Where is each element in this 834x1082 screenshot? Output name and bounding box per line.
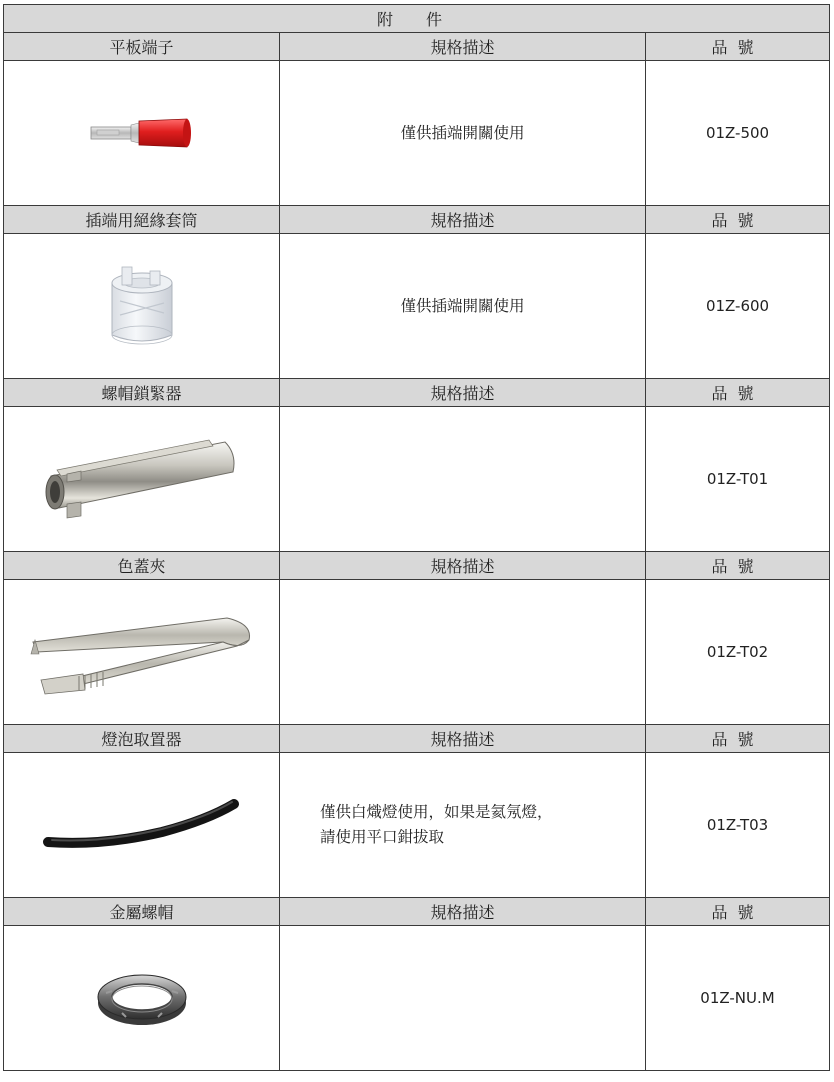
code-header: 品號 (646, 33, 830, 61)
product-code: 01Z-T03 (646, 753, 830, 898)
code-header: 品號 (646, 206, 830, 234)
product-code: 01Z-T02 (646, 580, 830, 725)
item-header-row (4, 206, 830, 234)
insulation-sleeve-icon (102, 261, 182, 351)
spec-description: 僅供插端開關使用 (280, 61, 646, 206)
spec-description: 僅供插端開關使用 (280, 234, 646, 379)
item-header-row (4, 379, 830, 407)
spec-description (280, 580, 646, 725)
item-body-row (4, 407, 830, 552)
flat-terminal-icon (87, 113, 197, 153)
item-name: 螺帽鎖緊器 (4, 379, 280, 407)
spec-header: 規格描述 (280, 206, 646, 234)
item-body-row (4, 926, 830, 1071)
accessories-table (3, 4, 830, 1071)
code-header: 品號 (646, 725, 830, 753)
spec-description (280, 407, 646, 552)
item-name: 平板端子 (4, 33, 280, 61)
spec-description: 僅供白熾燈使用，如果是氦氖燈， 請使用平口鉗拔取 (280, 753, 646, 898)
spec-header: 規格描述 (280, 379, 646, 407)
product-code: 01Z-500 (646, 61, 830, 206)
product-code: 01Z-600 (646, 234, 830, 379)
spec-header: 規格描述 (280, 725, 646, 753)
item-name: 色蓋夾 (4, 552, 280, 580)
code-header: 品號 (646, 898, 830, 926)
product-code: 01Z-T01 (646, 407, 830, 552)
item-name: 燈泡取置器 (4, 725, 280, 753)
table-title-row (4, 5, 830, 33)
table-title: 附 件 (4, 5, 830, 33)
item-header-row (4, 552, 830, 580)
accessories-sheet (3, 4, 829, 1071)
item-name: 插端用絕緣套筒 (4, 206, 280, 234)
nut-tightener-icon (37, 424, 247, 534)
item-header-row (4, 33, 830, 61)
item-header-row (4, 898, 830, 926)
item-body-row (4, 234, 830, 379)
code-header: 品號 (646, 552, 830, 580)
product-code: 01Z-NU.M (646, 926, 830, 1071)
spec-header: 規格描述 (280, 33, 646, 61)
spec-header: 規格描述 (280, 898, 646, 926)
bulb-extractor-tube-icon (42, 790, 242, 860)
color-cap-tweezers-icon (27, 602, 257, 702)
item-header-row (4, 725, 830, 753)
spec-header: 規格描述 (280, 552, 646, 580)
item-body-row (4, 61, 830, 206)
item-body-row (4, 580, 830, 725)
item-name: 金屬螺帽 (4, 898, 280, 926)
item-body-row (4, 753, 830, 898)
metal-nut-icon (92, 963, 192, 1033)
spec-description (280, 926, 646, 1071)
code-header: 品號 (646, 379, 830, 407)
